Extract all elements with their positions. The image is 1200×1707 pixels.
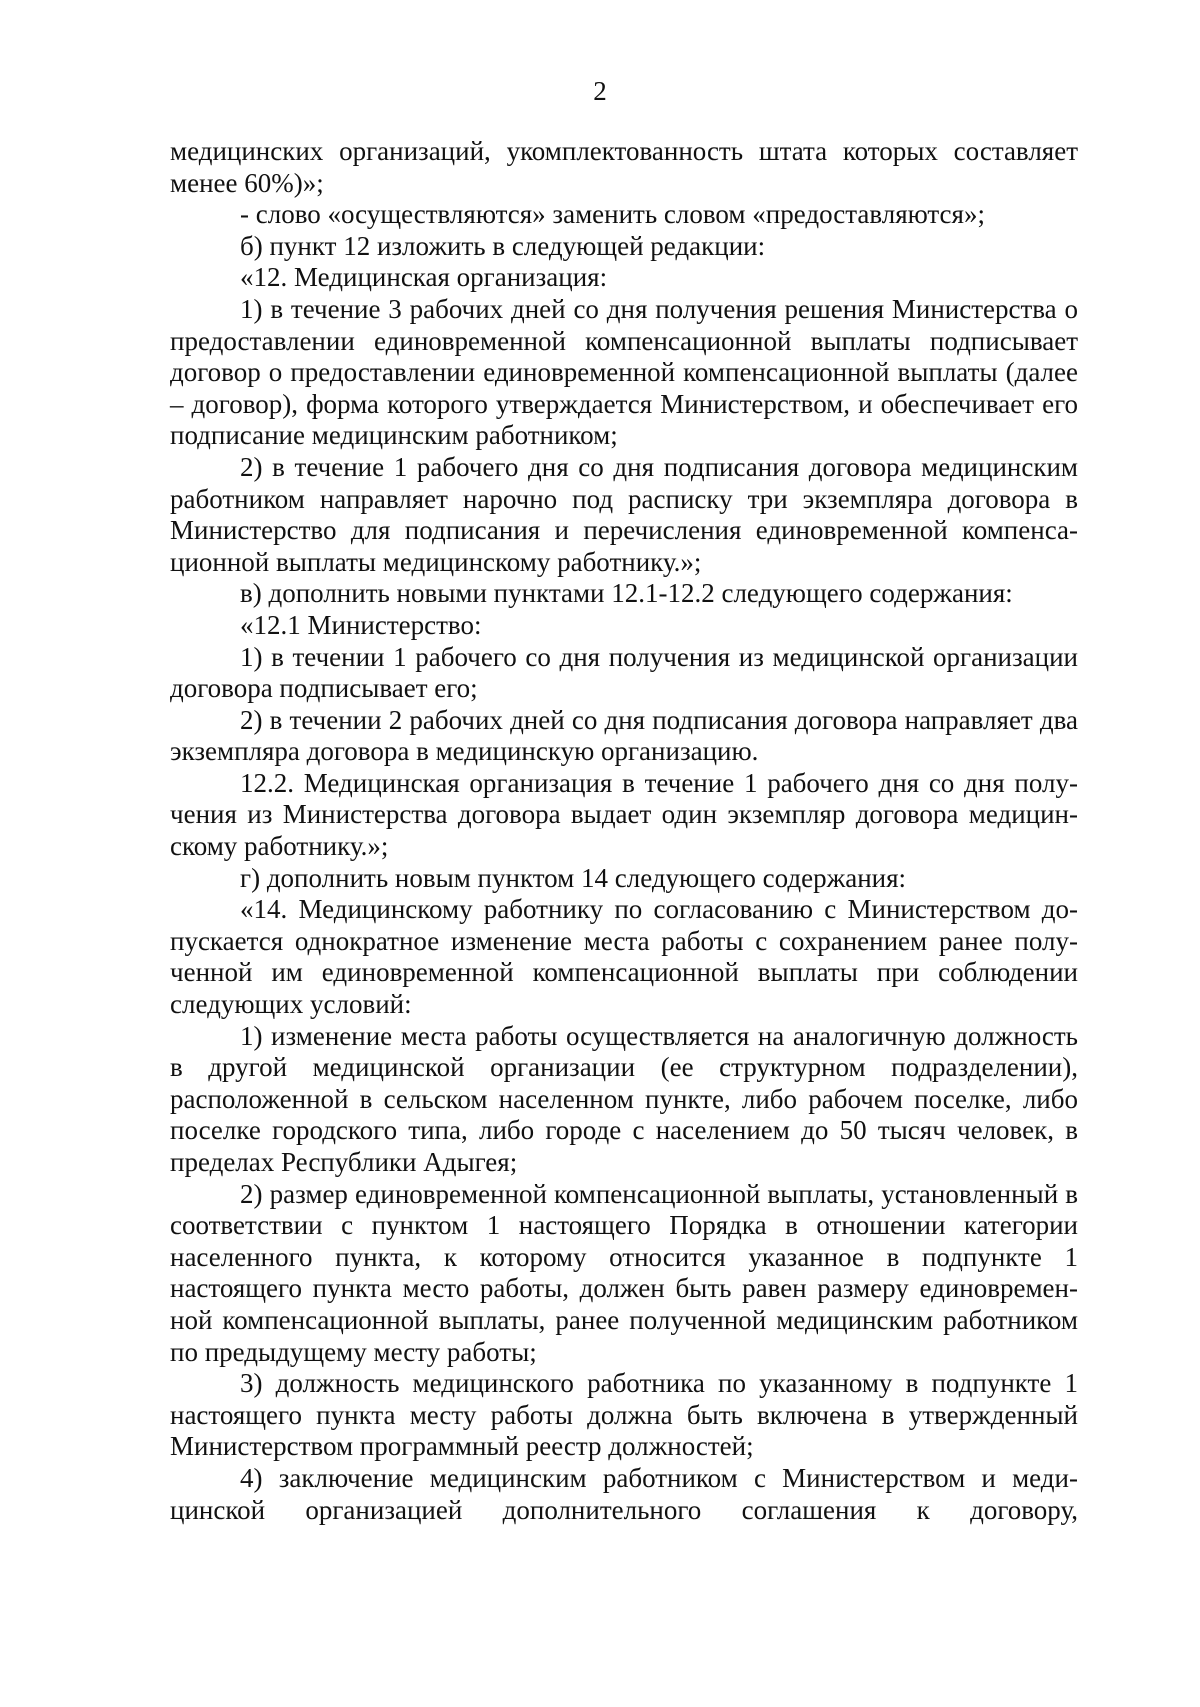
paragraph-clause-14-sub-1: 1) изменение места работы осуществляется на аналогичную должность в другой медицинской организации (ее структурном подразделении), расположенной в сельском населенном пункте, либо рабочем поселке, либо поселке городского типа, либо городе с населением до 50 тысяч человек, в пределах Республики Адыгея; bbox=[170, 1020, 1078, 1177]
page-number: 2 bbox=[593, 76, 607, 106]
paragraph-clause-14-heading: «14. Медицинскому работнику по согласованию с Министерством допускается однократное изменение места работы с сохранением ранее полученной им единовременной компенсационной выплаты при соблюдении следующих условий: bbox=[170, 894, 1078, 1020]
paragraph-clause-12-1-heading: «12.1 Министерство: bbox=[240, 609, 482, 640]
paragraph-clause-12-heading: «12. Медицинская организация: bbox=[240, 262, 608, 293]
paragraph-clause-12-2: 12.2. Медицинская организация в течение 1 рабочего дня со дня получения из Министерства договора выдает один экземпляр договора медицинскому работнику.»; bbox=[170, 767, 1078, 862]
paragraph-clause-14-sub-2: 2) размер единовременной компенсационной выплаты, установленный в соответствии с пунктом 1 настоящего Порядка в отношении категории населенного пункта, к которому относится указанное в подпункте 1 настоящего пункта место работы, должен быть равен размеру единовременной компенсационной выплаты, ранее полученной медицинским работником по предыдущему месту работы; bbox=[170, 1178, 1078, 1367]
paragraph-item-v: в) дополнить новыми пунктами 12.1-12.2 следующего содержания: bbox=[240, 578, 1013, 609]
paragraph-item-g: г) дополнить новым пунктом 14 следующего содержания: bbox=[240, 862, 907, 893]
paragraph-clause-12-sub-1: 1) в течение 3 рабочих дней со дня получения решения Министерства о предоставлении единовременной компенсационной выплаты подписывает договор о предоставлении единовременной компенсационной выплаты (далее – договор), форма которого утверждается Министерством, и обеспечивает его подписание медицинским работником; bbox=[170, 293, 1078, 451]
paragraph-clause-12-sub-2: 2) в течение 1 рабочего дня со дня подписания договора медицинским работником направляет нарочно под расписку три экземпляра договора в Министерство для подписания и перечисления единовременной компенсационной выплаты медицинскому работнику.»; bbox=[170, 451, 1078, 577]
paragraph-clause-12-1-sub-2: 2) в течении 2 рабочих дней со дня подписания договора направляет два экземпляра договора в медицинскую организацию. bbox=[170, 704, 1078, 767]
paragraph-clause-14-sub-3: 3) должность медицинского работника по указанному в подпункте 1 настоящего пункта месту работы должна быть включена в утвержденный Министерством программный реестр должностей; bbox=[170, 1368, 1078, 1462]
paragraph-clause-12-1-sub-1: 1) в течении 1 рабочего со дня получения из медицинской организации договора подписывает его; bbox=[170, 641, 1078, 704]
paragraph-clause-14-sub-4: 4) заключение медицинским работником с Министерством и медицинской организацией дополнительного соглашения к договору, bbox=[170, 1462, 1078, 1525]
paragraph-item-b: б) пункт 12 изложить в следующей редакции: bbox=[240, 230, 766, 261]
paragraph-continuation: медицинских организаций, укомплектованность штата которых составляет менее 60%)»; bbox=[170, 136, 1078, 198]
paragraph-replace-word: - слово «осуществляются» заменить словом «предоставляются»; bbox=[240, 199, 985, 230]
document-body bbox=[170, 136, 1078, 1526]
